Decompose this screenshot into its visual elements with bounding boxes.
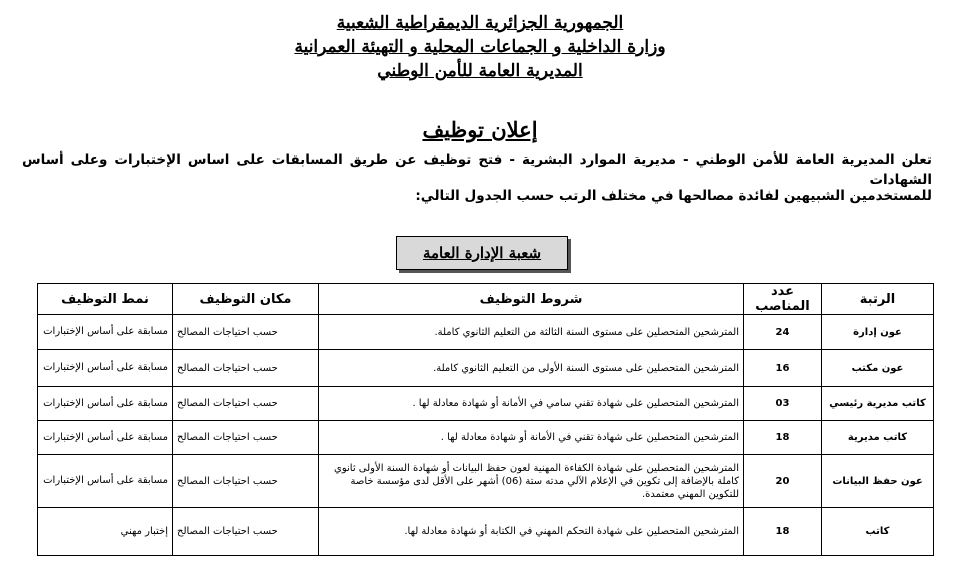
positions-table [37, 283, 934, 556]
cell-conditions: المترشحين المتحصلين على شهادة تقني سامي في الأمانة أو شهادة معادلة لها . [319, 387, 744, 421]
cell-conditions: المترشحين المتحصلين على شهادة التحكم المهني في الكتابة أو شهادة معادلة لها. [319, 508, 744, 556]
announcement-title: إعلان توظيف [422, 117, 538, 142]
cell-rank: كاتب [822, 508, 934, 556]
cell-place: حسب احتياجات المصالح [173, 421, 319, 455]
cell-count: 18 [744, 421, 822, 455]
cell-rank: كاتب مديرية رئيسي [822, 387, 934, 421]
intro-line-2: للمستخدمين الشبيهين لفائدة مصالحها في مختلف الرتب حسب الجدول التالي: [415, 188, 932, 204]
cell-conditions: المترشحين المتحصلين على شهادة تقني في الأمانة أو شهادة معادلة لها . [319, 421, 744, 455]
header-line-2: وزارة الداخلية و الجماعات المحلية و التهيئة العمرانية [294, 37, 666, 57]
header-republic [0, 12, 960, 34]
cell-mode: مسابقة على أساس الإختبارات [38, 455, 173, 508]
header-conditions: شروط التوظيف [319, 284, 744, 315]
cell-conditions: المترشحين المتحصلين على مستوى السنة الأولى من التعليم الثانوي كاملة. [319, 350, 744, 387]
cell-place: حسب احتياجات المصالح [173, 350, 319, 387]
cell-rank: عون مكتب [822, 350, 934, 387]
branch-label: شعبة الإدارة العامة [396, 236, 568, 270]
cell-place: حسب احتياجات المصالح [173, 455, 319, 508]
cell-count: 03 [744, 387, 822, 421]
cell-mode: إختبار مهني [38, 508, 173, 556]
table-row [38, 350, 934, 387]
cell-rank: عون إدارة [822, 315, 934, 350]
cell-count: 24 [744, 315, 822, 350]
cell-mode: مسابقة على أساس الإختبارات [38, 387, 173, 421]
cell-mode: مسابقة على أساس الإختبارات [38, 421, 173, 455]
table-row [38, 421, 934, 455]
header-place: مكان التوظيف [173, 284, 319, 315]
table-row [38, 387, 934, 421]
intro-line-1: تعلن المديرية العامة للأمن الوطني - مديرية الموارد البشرية - فتح توظيف عن طريق المسابقات على اساس الإختبارات وعلى أساس الشهادات [22, 152, 932, 188]
table-row [38, 508, 934, 556]
cell-count: 18 [744, 508, 822, 556]
cell-conditions: المترشحين المتحصلين على مستوى السنة الثالثة من التعليم الثانوي كاملة. [319, 315, 744, 350]
table-row [38, 315, 934, 350]
header-directorate [0, 60, 960, 82]
cell-mode: مسابقة على أساس الإختبارات [38, 315, 173, 350]
header-rank: الرتبة [822, 284, 934, 315]
cell-place: حسب احتياجات المصالح [173, 315, 319, 350]
cell-rank: عون حفظ البيانات [822, 455, 934, 508]
header-line-1: الجمهورية الجزائرية الديمقراطية الشعبية [336, 13, 624, 33]
header-mode: نمط التوظيف [38, 284, 173, 315]
cell-count: 16 [744, 350, 822, 387]
cell-place: حسب احتياجات المصالح [173, 387, 319, 421]
cell-count: 20 [744, 455, 822, 508]
cell-conditions: المترشحين المتحصلين على شهادة الكفاءة المهنية لعون حفظ البيانات أو شهادة السنة الأولى ثانوي كاملة بالإضافة إلى تكوين في الإعلام الآلي مدته ستة (06) أشهر على الأقل لدى مؤسسة خاصة للتكوين المهني معتمدة. [319, 455, 744, 508]
cell-mode: مسابقة على أساس الإختبارات [38, 350, 173, 387]
header-ministry [0, 36, 960, 58]
table-header-row [38, 284, 934, 315]
cell-place: حسب احتياجات المصالح [173, 508, 319, 556]
header-count: عدد المناصب [744, 284, 822, 315]
table-row [38, 455, 934, 508]
cell-rank: كاتب مديرية [822, 421, 934, 455]
header-line-3: المديرية العامة للأمن الوطني [377, 61, 583, 81]
